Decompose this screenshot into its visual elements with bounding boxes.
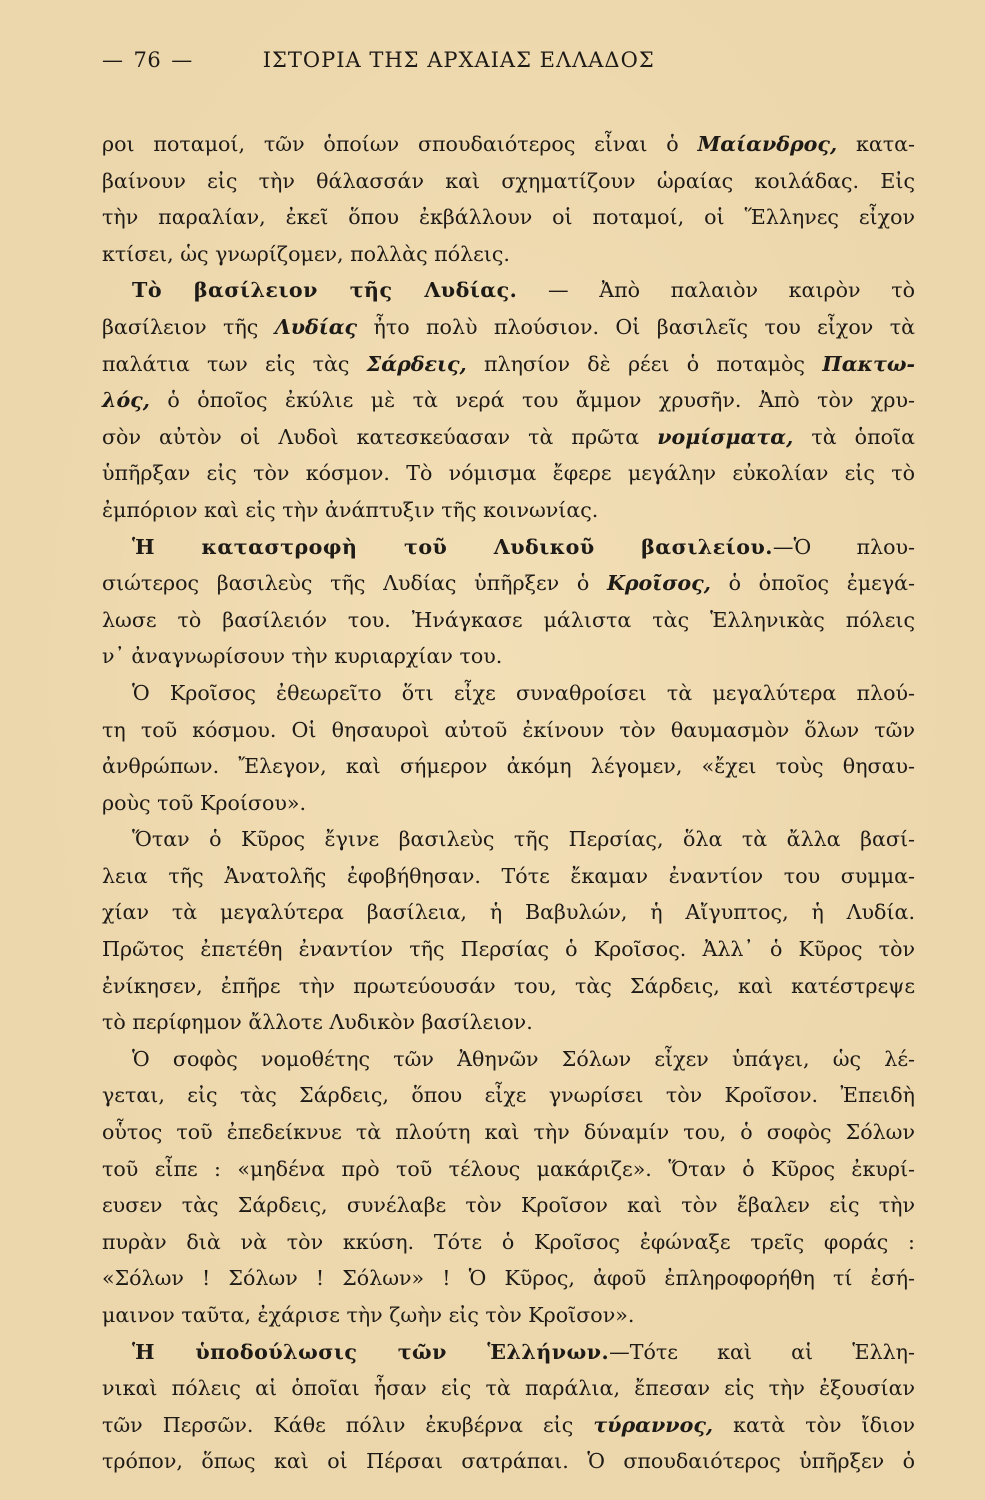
text-run: —Τότε καὶ αἱ Ἑλλη-	[609, 1339, 915, 1364]
text-run: μαινον ταῦτα, ἐχάρισε τὴν ζωὴν εἰς τὸν Κροῖσον».	[102, 1303, 635, 1327]
text-run: τὰ ὁποῖα	[793, 424, 915, 449]
text-run: κατὰ τὸν ἴδιον	[713, 1412, 915, 1437]
text-run: κτίσει, ὡς γνωρίζομεν, πολλὰς πόλεις.	[102, 241, 510, 266]
text-line	[102, 529, 915, 566]
text-run: τοῦ εἶπε : «μηδένα πρὸ τοῦ τέλους μακάριζε». Ὅταν ὁ Κῦρος ἐκυρί-	[102, 1156, 915, 1181]
header-dash-right: —	[171, 48, 193, 72]
section-heading: Ἡ καταστροφὴ τοῦ Λυδικοῦ βασιλείου.	[132, 534, 773, 559]
text-line	[102, 1224, 915, 1261]
text-line	[102, 1151, 915, 1188]
text-run: ν᾽ ἀναγνωρίσουν τὴν κυριαρχίαν του.	[102, 644, 503, 669]
text-line	[102, 272, 915, 309]
text-run: Πρῶτος ἐπετέθη ἐναντίον τῆς Περσίας ὁ Κροῖσος. Ἀλλ᾽ ὁ Κῦρος τὸν	[102, 937, 915, 962]
text-line	[102, 712, 915, 749]
text-run: ευσεν τὰς Σάρδεις, συνέλαβε τὸν Κροῖσον καὶ τὸν ἔβαλεν εἰς τὴν	[102, 1193, 915, 1218]
text-line	[102, 382, 915, 419]
text-line	[102, 455, 915, 492]
text-line	[102, 1187, 915, 1224]
text-line	[102, 1041, 915, 1078]
header-dash-left: —	[102, 48, 124, 72]
page-number: 76	[133, 48, 162, 72]
text-run: σὸν αὐτὸν οἱ Λυδοὶ κατεσκεύασαν τὰ πρῶτα	[102, 424, 658, 449]
text-run: γεται, εἰς τὰς Σάρδεις, ὅπου εἶχε γνωρίσει τὸν Κροῖσον. Ἐπειδὴ	[102, 1083, 915, 1108]
text-run: ὑπῆρξαν εἰς τὸν κόσμον. Τὸ νόμισμα ἔφερε μεγάλην εὐκολίαν εἰς τὸ	[102, 461, 915, 486]
text-line	[102, 1114, 915, 1151]
text-run: τρόπον, ὅπως καὶ οἱ Πέρσαι σατράπαι. Ὁ σπουδαιότερος ὑπῆρξεν ὁ	[102, 1449, 915, 1474]
text-run: —Ὁ πλου-	[772, 534, 915, 559]
text-line	[102, 1443, 915, 1480]
text-run: σιώτερος βασιλεὺς τῆς Λυδίας ὑπῆρξεν ὁ	[102, 571, 607, 596]
text-run: ἐμπόριον καὶ εἰς τὴν ἀνάπτυξιν τῆς κοινωνίας.	[102, 497, 599, 522]
emphasized-term: νομίσματα,	[657, 424, 794, 449]
text-line	[102, 1370, 915, 1407]
text-line	[102, 968, 915, 1005]
text-line	[102, 163, 915, 200]
text-run: Ὁ σοφὸς νομοθέτης τῶν Ἀθηνῶν Σόλων εἶχεν ὑπάγει, ὡς λέ-	[132, 1046, 915, 1071]
text-line	[102, 1077, 915, 1114]
text-run: ἐνίκησεν, ἐπῆρε τὴν πρωτεύουσάν του, τὰς Σάρδεις, καὶ κατέστρεψε	[102, 973, 915, 998]
section-heading: Τὸ βασίλειον τῆς Λυδίας.	[132, 278, 518, 303]
emphasized-term: λός,	[102, 388, 150, 413]
text-run: ἦτο πολὺ πλούσιον. Οἱ βασιλεῖς του εἶχον τὰ	[357, 314, 916, 339]
text-run: — Ἀπὸ παλαιὸν καιρὸν τὸ	[517, 278, 915, 303]
text-run: κατα-	[837, 132, 915, 156]
emphasized-term: Σάρδεις,	[366, 351, 467, 376]
section-heading: Ἡ ὑποδούλωσις τῶν Ἑλλήνων.	[132, 1339, 610, 1364]
text-run: Ὅταν ὁ Κῦρος ἔγινε βασιλεὺς τῆς Περσίας, ὅλα τὰ ἄλλα βασί-	[132, 827, 915, 852]
body-text	[102, 126, 915, 1480]
text-line	[102, 675, 915, 712]
emphasized-term: Πακτω-	[822, 351, 915, 376]
text-line	[102, 785, 915, 822]
text-line	[102, 1297, 915, 1334]
text-line	[102, 492, 915, 529]
text-line	[102, 1004, 915, 1041]
text-run: λεια τῆς Ἀνατολῆς ἐφοβήθησαν. Τότε ἔκαμαν ἐναντίον του συμμα-	[102, 863, 915, 888]
text-run: πλησίον δὲ ρέει ὁ ποταμὸς	[466, 351, 823, 376]
text-run: χίαν τὰ μεγαλύτερα βασίλεια, ἡ Βαβυλών, ἡ Αἴγυπτος, ἡ Λυδία.	[102, 900, 915, 925]
emphasized-term: τύραννος,	[593, 1412, 714, 1437]
text-run: ροὺς τοῦ Κροίσου».	[102, 790, 307, 815]
text-line	[102, 419, 915, 456]
text-line	[102, 894, 915, 931]
text-line	[102, 1334, 915, 1371]
text-run: βαίνουν εἰς τὴν θάλασσάν καὶ σχηματίζουν ὡραίας κοιλάδας. Εἰς	[102, 168, 915, 193]
text-line	[102, 309, 915, 346]
text-run: πυρὰν διὰ νὰ τὸν κκύση. Τότε ὁ Κροῖσος ἐφώναξε τρεῖς φοράς :	[102, 1229, 915, 1254]
text-line	[102, 638, 915, 675]
text-line	[102, 199, 915, 236]
text-run: οὗτος τοῦ ἐπεδείκνυε τὰ πλούτη καὶ τὴν δύναμίν του, ὁ σοφὸς Σόλων	[102, 1120, 915, 1145]
text-line	[102, 565, 915, 602]
text-run: τὸ περίφημον ἄλλοτε Λυδικὸν βασίλειον.	[102, 1010, 533, 1035]
text-line	[102, 346, 915, 383]
text-run: ὁ ὁποῖος ἐκύλιε μὲ τὰ νερά του ἄμμον χρυσῆν. Ἀπὸ τὸν χρυ-	[149, 388, 915, 413]
text-line	[102, 931, 915, 968]
text-run: ροι ποταμοί, τῶν ὁποίων σπουδαιότερος εἶναι ὁ	[102, 132, 698, 156]
text-run: ἀνθρώπων. Ἔλεγον, καὶ σήμερον ἀκόμη λέγομεν, «ἔχει τοὺς θησαυ-	[102, 754, 915, 779]
emphasized-term: Μαίανδρος,	[697, 132, 838, 156]
text-line	[102, 1260, 915, 1297]
text-run: νικαὶ πόλεις αἱ ὁποῖαι ἦσαν εἰς τὰ παράλια, ἔπεσαν εἰς τὴν ἐξουσίαν	[102, 1376, 915, 1401]
text-line	[102, 748, 915, 785]
text-run: τὴν παραλίαν, ἐκεῖ ὅπου ἐκβάλλουν οἱ ποταμοί, οἱ Ἕλληνες εἶχον	[102, 205, 915, 230]
text-run: παλάτια των εἰς τὰς	[102, 351, 367, 376]
running-title: ΙΣΤΟΡΙΑ ΤΗΣ ΑΡΧΑΙΑΣ ΕΛΛΑΔΟΣ	[262, 48, 655, 72]
text-run: Ὁ Κροῖσος ἐθεωρεῖτο ὅτι εἶχε συναθροίσει τὰ μεγαλύτερα πλού-	[132, 680, 915, 705]
text-line	[102, 858, 915, 895]
text-line	[102, 236, 915, 273]
text-run: ὁ ὁποῖος ἐμεγά-	[710, 571, 915, 596]
text-line	[102, 126, 915, 163]
page-header	[102, 48, 915, 88]
text-line	[102, 1407, 915, 1444]
text-line	[102, 602, 915, 639]
emphasized-term: Κροῖσος,	[606, 571, 711, 596]
text-run: τῶν Περσῶν. Κάθε πόλιν ἐκυβέρνα εἰς	[102, 1412, 594, 1437]
text-run: «Σόλων ! Σόλων ! Σόλων» ! Ὁ Κῦρος, ἀφοῦ ἐπληροφορήθη τί ἐσή-	[102, 1266, 915, 1291]
text-run: τη τοῦ κόσμου. Οἱ θησαυροὶ αὐτοῦ ἐκίνουν τὸν θαυμασμὸν ὅλων τῶν	[102, 717, 915, 742]
text-run: βασίλειον τῆς	[102, 314, 275, 339]
text-run: λωσε τὸ βασίλειόν του. Ἠνάγκασε μάλιστα τὰς Ἑλληνικὰς πόλεις	[102, 607, 915, 632]
emphasized-term: Λυδίας	[274, 314, 358, 339]
text-line	[102, 821, 915, 858]
